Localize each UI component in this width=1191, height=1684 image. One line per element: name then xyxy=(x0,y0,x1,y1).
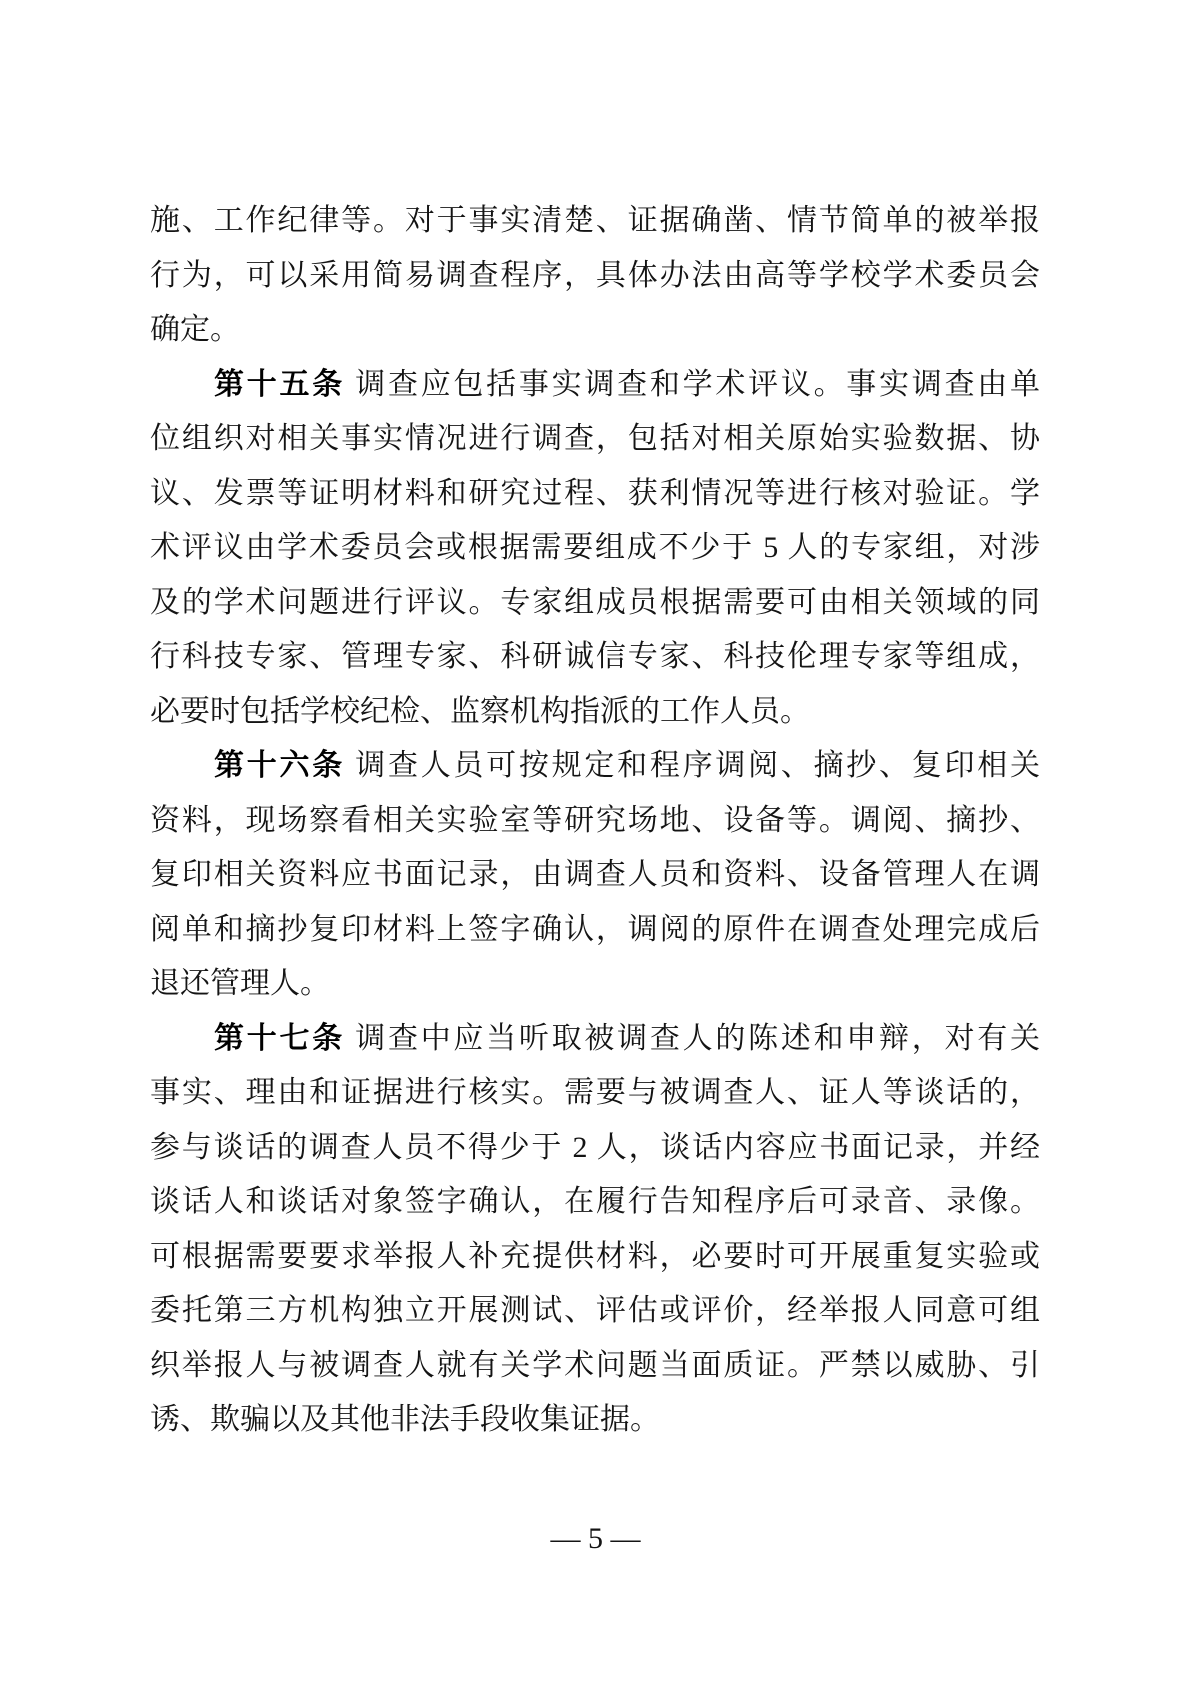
text-segment: 委托第三方机构独立开展测试、评估或评价，经举报人同意可组 xyxy=(150,1294,1040,1327)
text-line xyxy=(150,739,1040,794)
text-line xyxy=(150,412,1040,467)
text-segment: 资料，现场察看相关实验室等研究场地、设备等。调阅、摘抄、 xyxy=(150,803,1040,837)
text-line xyxy=(150,685,1040,740)
text-segment: 行科技专家、管理专家、科研诚信专家、科技伦理专家等组成， xyxy=(150,640,1040,673)
text-segment: 调查中应当听取被调查人的陈述和申辩，对有关 xyxy=(344,1021,1040,1055)
text-line xyxy=(150,794,1040,849)
article-number: 第十七条 xyxy=(214,1021,345,1055)
text-line xyxy=(150,903,1040,958)
text-block xyxy=(150,194,1040,1448)
text-line xyxy=(150,249,1040,304)
text-line xyxy=(150,358,1040,413)
text-segment: 织举报人与被调查人就有关学术问题当面质证。严禁以威胁、引 xyxy=(150,1348,1040,1382)
text-line xyxy=(150,957,1040,1012)
text-line xyxy=(150,1230,1040,1285)
paragraph xyxy=(150,1012,1040,1448)
text-segment: 议、发票等证明材料和研究过程、获利情况等进行核对验证。学 xyxy=(150,476,1040,510)
text-segment: 复印相关资料应书面记录，由调查人员和资料、设备管理人在调 xyxy=(150,858,1040,891)
text-segment: 参与谈话的调查人员不得少于 2 人，谈话内容应书面记录，并经 xyxy=(150,1130,1040,1164)
text-segment: 及的学术问题进行评议。专家组成员根据需要可由相关领域的同 xyxy=(150,585,1040,619)
text-segment: 术评议由学术委员会或根据需要组成不少于 5 人的专家组，对涉 xyxy=(150,531,1040,564)
text-segment: 必要时包括学校纪检、监察机构指派的工作人员。 xyxy=(150,694,810,728)
text-line xyxy=(150,194,1040,249)
text-line xyxy=(150,1284,1040,1339)
text-segment: 行为，可以采用简易调查程序，具体办法由高等学校学术委员会 xyxy=(150,258,1040,292)
text-segment: 阅单和摘抄复印材料上签字确认，调阅的原件在调查处理完成后 xyxy=(150,912,1040,946)
text-segment: 事实、理由和证据进行核实。需要与被调查人、证人等谈话的， xyxy=(150,1076,1040,1109)
paragraph xyxy=(150,739,1040,1012)
paragraph xyxy=(150,358,1040,740)
text-segment: 可根据需要要求举报人补充提供材料，必要时可开展重复实验或 xyxy=(150,1239,1040,1273)
article-number: 第十五条 xyxy=(214,367,345,401)
text-segment: 调查应包括事实调查和学术评议。事实调查由单 xyxy=(344,367,1040,401)
text-line xyxy=(150,1012,1040,1067)
text-line xyxy=(150,576,1040,631)
text-segment: 位组织对相关事实情况进行调查，包括对相关原始实验数据、协 xyxy=(150,422,1040,455)
text-line xyxy=(150,1393,1040,1448)
text-segment: 诱、欺骗以及其他非法手段收集证据。 xyxy=(150,1403,660,1436)
text-segment: 确定。 xyxy=(150,313,240,346)
text-segment: 退还管理人。 xyxy=(150,967,330,1000)
text-line xyxy=(150,1066,1040,1121)
text-line xyxy=(150,1339,1040,1394)
paragraph xyxy=(150,194,1040,358)
text-segment: 调查人员可按规定和程序调阅、摘抄、复印相关 xyxy=(344,749,1040,782)
page-number: — 5 — xyxy=(550,1522,641,1555)
article-number: 第十六条 xyxy=(214,749,345,782)
text-line xyxy=(150,630,1040,685)
text-line xyxy=(150,303,1040,358)
text-segment: 施、工作纪律等。对于事实清楚、证据确凿、情节简单的被举报 xyxy=(150,204,1040,237)
text-segment: 谈话人和谈话对象签字确认，在履行告知程序后可录音、录像。 xyxy=(150,1185,1040,1218)
text-line xyxy=(150,467,1040,522)
text-line xyxy=(150,848,1040,903)
text-line xyxy=(150,521,1040,576)
text-line xyxy=(150,1121,1040,1176)
text-line xyxy=(150,1175,1040,1230)
